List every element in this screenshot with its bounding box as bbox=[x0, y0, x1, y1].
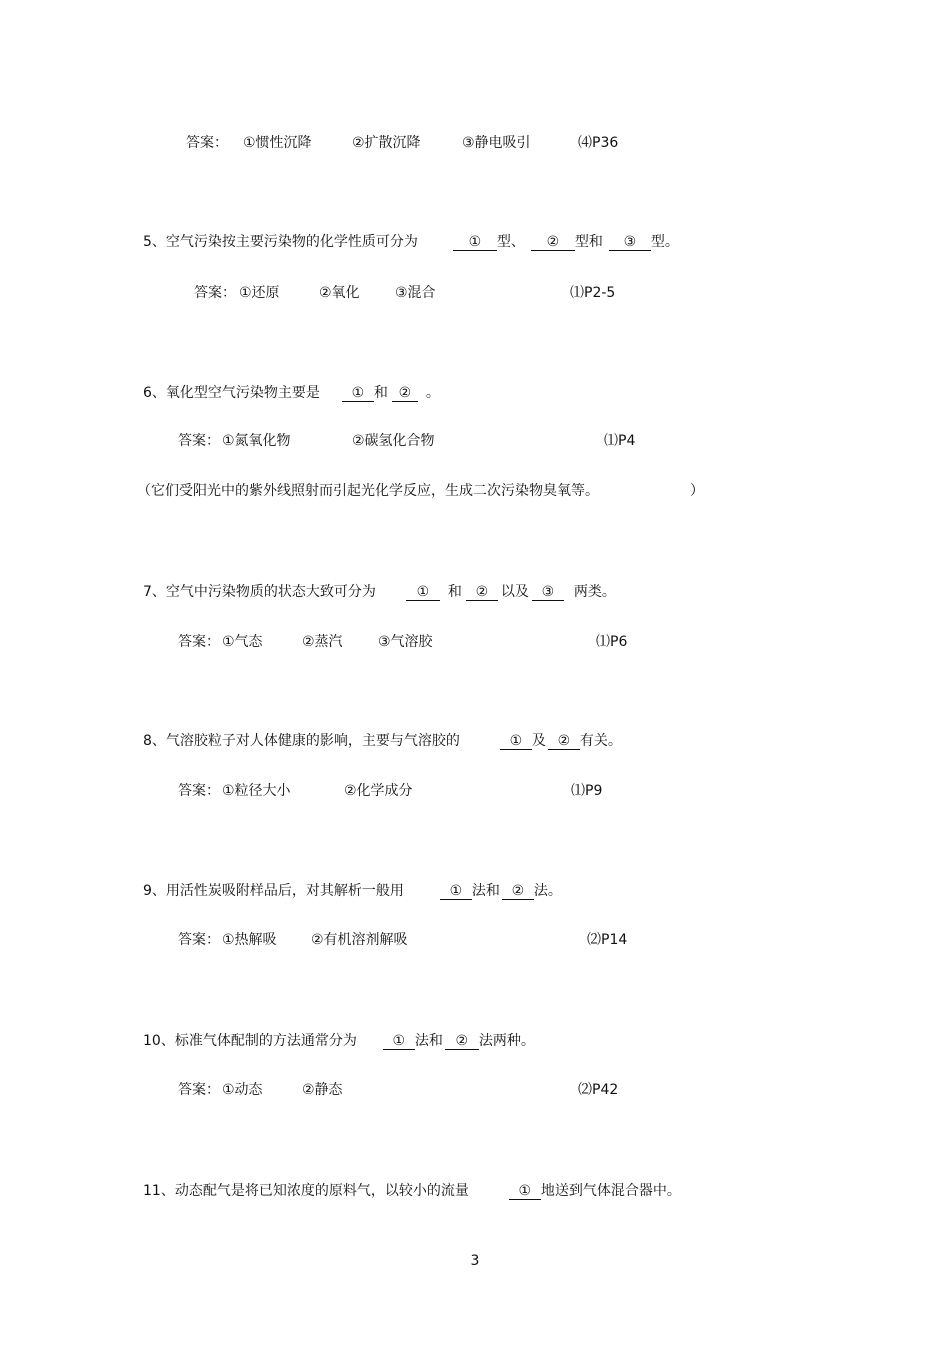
q6-text-2: 。 bbox=[425, 385, 440, 401]
q9-page-ref: ⑵P14 bbox=[587, 932, 628, 948]
q9-text-2: 法。 bbox=[533, 883, 562, 899]
q9-answer-2: ②有机溶剂解吸 bbox=[311, 932, 408, 948]
q7-blank-2: ② bbox=[466, 584, 498, 601]
q5-answer-label: 答案： bbox=[194, 285, 236, 301]
q9-answer-label: 答案： bbox=[178, 932, 220, 948]
q4-answer-1: ①惯性沉降 bbox=[243, 135, 312, 151]
q4-page-ref: ⑷P36 bbox=[578, 135, 619, 151]
q7-text-3: 两类。 bbox=[573, 584, 616, 600]
q8-answer-label: 答案： bbox=[178, 783, 220, 799]
q8-page-ref: ⑴P9 bbox=[571, 783, 603, 799]
q9-blank-2: ② bbox=[502, 883, 534, 900]
q7-text-2: 以及 bbox=[500, 584, 529, 600]
q5-blank-1: ① bbox=[453, 234, 497, 251]
q11-question bbox=[143, 1182, 681, 1200]
q6-blank-1: ① bbox=[342, 385, 374, 402]
q8-answer-2: ②化学成分 bbox=[344, 783, 413, 799]
q6-note-end: ） bbox=[690, 483, 704, 499]
q8-text-1: 及 bbox=[531, 733, 546, 749]
q7-blank-3: ③ bbox=[532, 584, 564, 601]
q7-blank-1: ① bbox=[406, 584, 440, 601]
q6-answer-1: ①氮氧化物 bbox=[222, 433, 291, 449]
q9-text-1: 法和 bbox=[471, 883, 500, 899]
q10-blank-1: ① bbox=[383, 1033, 415, 1050]
q6-answer-2: ②碳氢化合物 bbox=[352, 433, 435, 449]
q7-answer-1: ①气态 bbox=[222, 634, 263, 650]
q9-text: 9、用活性炭吸附样品后，对其解析一般用 bbox=[143, 883, 404, 899]
q7-answer-3: ③气溶胶 bbox=[378, 634, 433, 650]
q10-answer-1: ①动态 bbox=[222, 1082, 263, 1098]
q6-note: （它们受阳光中的紫外线照射而引起光化学反应，生成二次污染物臭氧等。 bbox=[137, 483, 599, 499]
q8-text-2: 有关。 bbox=[579, 733, 622, 749]
q6-text-1: 和 bbox=[373, 385, 388, 401]
q10-text-2: 法两种。 bbox=[478, 1033, 535, 1049]
q6-answer-label: 答案： bbox=[178, 433, 220, 449]
q4-answer-label: 答案： bbox=[186, 135, 228, 151]
q5-page-ref: ⑴P2-5 bbox=[570, 285, 616, 301]
q5-text: 5、空气污染按主要污染物的化学性质可分为 bbox=[143, 234, 418, 250]
q9-answer-1: ①热解吸 bbox=[222, 932, 277, 948]
q9-question bbox=[143, 882, 562, 900]
q5-question bbox=[143, 233, 679, 251]
q8-blank-1: ① bbox=[500, 733, 532, 750]
q5-blank-3: ③ bbox=[609, 234, 651, 251]
q5-blank-2: ② bbox=[531, 234, 575, 251]
q10-blank-2: ② bbox=[445, 1033, 479, 1050]
q10-question bbox=[143, 1032, 535, 1050]
q4-answer-3: ③静电吸引 bbox=[462, 135, 531, 151]
q5-answer-3: ③混合 bbox=[395, 285, 436, 301]
q6-text: 6、氧化型空气污染物主要是 bbox=[143, 385, 320, 401]
q7-text-1: 和 bbox=[447, 584, 462, 600]
q10-text-1: 法和 bbox=[414, 1033, 443, 1049]
q8-blank-2: ② bbox=[548, 733, 580, 750]
q8-answer-1: ①粒径大小 bbox=[222, 783, 291, 799]
q11-blank-1: ① bbox=[509, 1183, 541, 1200]
q5-answer-2: ②氧化 bbox=[319, 285, 360, 301]
q4-answer-2: ②扩散沉降 bbox=[352, 135, 421, 151]
q10-page-ref: ⑵P42 bbox=[578, 1082, 619, 1098]
q5-text-3: 型。 bbox=[650, 234, 679, 250]
q7-answer-label: 答案： bbox=[178, 634, 220, 650]
q10-answer-2: ②静态 bbox=[302, 1082, 343, 1098]
q6-question bbox=[143, 384, 440, 402]
page-number: 3 bbox=[470, 1253, 480, 1269]
q5-text-2: 型和 bbox=[574, 234, 603, 250]
q10-text: 10、标准气体配制的方法通常分为 bbox=[143, 1033, 357, 1049]
q11-text: 11、动态配气是将已知浓度的原料气，以较小的流量 bbox=[143, 1183, 469, 1199]
q9-blank-1: ① bbox=[440, 883, 472, 900]
q11-text-1: 地送到气体混合器中。 bbox=[540, 1183, 681, 1199]
q6-page-ref: ⑴P4 bbox=[604, 433, 636, 449]
q7-page-ref: ⑴P6 bbox=[596, 634, 628, 650]
q6-blank-2: ② bbox=[392, 385, 418, 402]
q8-text: 8、气溶胶粒子对人体健康的影响，主要与气溶胶的 bbox=[143, 733, 460, 749]
q7-text: 7、空气中污染物质的状态大致可分为 bbox=[143, 584, 376, 600]
q10-answer-label: 答案： bbox=[178, 1082, 220, 1098]
q5-answer-1: ①还原 bbox=[239, 285, 280, 301]
q7-question bbox=[143, 583, 616, 601]
q8-question bbox=[143, 732, 622, 750]
q5-text-1: 型、 bbox=[496, 234, 525, 250]
q7-answer-2: ②蒸汽 bbox=[302, 634, 343, 650]
